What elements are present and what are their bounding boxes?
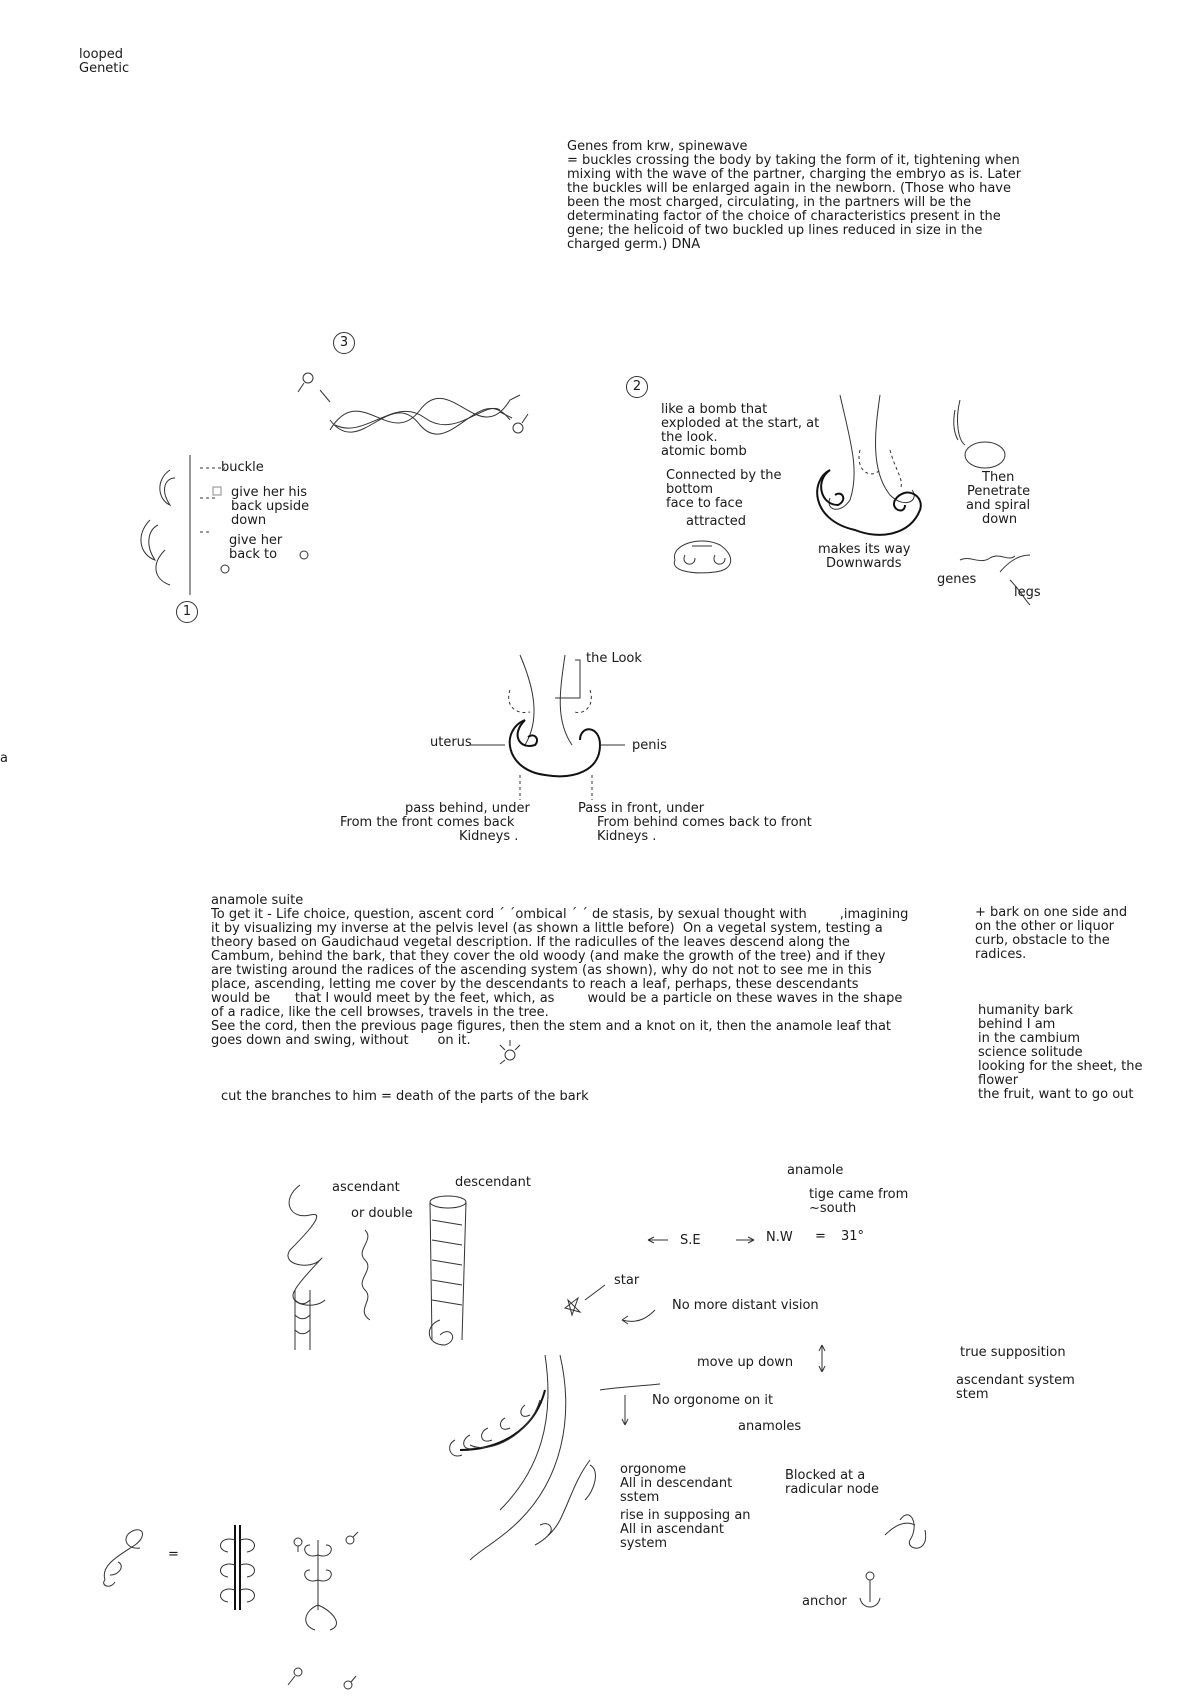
no-distant-label: No more distant vision	[672, 1298, 819, 1313]
anamole-line8: of a radice, like the cell browses, travels in the tree.	[211, 1005, 549, 1020]
deg-label: 31°	[841, 1229, 865, 1244]
blocked-1: Blocked at a	[785, 1468, 866, 1483]
eq-label: =	[815, 1229, 826, 1244]
genes-title: Genes from krw, spinewave	[567, 139, 748, 154]
then-2: Penetrate	[967, 484, 1031, 499]
header-line1: looped	[79, 47, 124, 62]
legs-label: legs	[1014, 585, 1041, 600]
hum-5: looking for the sheet, the	[978, 1059, 1143, 1074]
upside-label-1: give her his	[231, 485, 308, 500]
anamole-line7: would be that I would meet by the feet, which, as would be a particle on these waves in the shape	[211, 991, 903, 1006]
figure3-number: 3	[333, 332, 355, 354]
anamole-line5: are twisting around the radices of the ascending system (as shown), why do not not to see me in this	[211, 963, 872, 978]
right-note-2: From behind comes back to front	[597, 815, 812, 830]
bomb-3: the look.	[661, 430, 718, 445]
figure3-waves	[298, 373, 528, 434]
figure1-number: 1	[176, 601, 198, 623]
se-label: S.E	[680, 1233, 701, 1248]
back-label-2: back to	[229, 547, 278, 562]
asc-sys-1: ascendant system	[956, 1373, 1075, 1388]
bomb-4: atomic bomb	[661, 444, 747, 459]
anamole-line6: place, ascending, letting me cover by the descendants to reach a leaf, perhaps, these descendants	[211, 977, 859, 992]
connected-1: Connected by the	[666, 468, 782, 483]
hum-1: humanity bark	[978, 1003, 1073, 1018]
sun-glyph-icon	[500, 1040, 520, 1064]
upside-label-2: back upside	[231, 499, 310, 514]
left-note-2: From the front comes back	[340, 815, 515, 830]
connected-4: attracted	[686, 514, 746, 529]
bark-1: + bark on one side and	[975, 905, 1128, 920]
rise-2: All in ascendant	[620, 1522, 724, 1537]
left-note-1: pass behind, under	[405, 801, 530, 816]
then-4: down	[982, 512, 1018, 527]
figure2-number: 2	[626, 376, 648, 398]
the-look-label: the Look	[586, 651, 642, 666]
female-symbol-icon	[303, 373, 313, 383]
bomb-2: exploded at the start, at	[661, 416, 820, 431]
makes-1: makes its way	[818, 542, 911, 557]
anamole-line2: it by visualizing my inverse at the pelvis level (as shown a little before) On a vegetal system, testing a	[211, 921, 883, 936]
left-note-3: Kidneys .	[459, 829, 519, 844]
right-note-3: Kidneys .	[597, 829, 657, 844]
hum-3: in the cambium	[978, 1031, 1080, 1046]
makes-2: Downwards	[826, 556, 902, 571]
anamole-label: anamole	[787, 1163, 844, 1178]
orgo-2: All in descendant	[620, 1476, 733, 1491]
anamole-line1: To get it - Life choice, question, ascent cord ´ ´ombical ´ ´ de stasis, by sexual thought with ,imagining	[211, 907, 909, 922]
anamole-title: anamole suite	[211, 893, 304, 908]
upside-label-3: down	[231, 513, 267, 528]
descendant-label: descendant	[455, 1175, 531, 1190]
nw-label: N.W	[766, 1230, 793, 1245]
orgo-3: sstem	[620, 1490, 660, 1505]
rise-3: system	[620, 1536, 667, 1551]
anamole-line4: Cambum, behind the bark, that they cover the old woody (and make the growth of the tree) and if they	[211, 949, 886, 964]
connected-3: face to face	[666, 496, 743, 511]
orgo-1: orgonome	[620, 1462, 687, 1477]
anamoles-label: anamoles	[738, 1419, 802, 1434]
figure1-buckles	[141, 455, 308, 595]
blocked-node-figure	[885, 1515, 926, 1549]
then-1: Then	[982, 470, 1015, 485]
anchor-label: anchor	[802, 1594, 847, 1609]
bark-4: radices.	[975, 947, 1027, 962]
genes-body: = buckles crossing the body by taking the form of it, tightening when mixing with the wave of the partner, charging the embryo as is. Later the buckles will be enlarged again in the newborn. (Those who have been the most charged, circulating, in the partners will be the determinating factor of the choice of characteristics present in the gene; the helicoid of two buckled up lines reduced in size in the charged germ.) DNA	[567, 153, 1022, 252]
updown-arrow-icon	[819, 1345, 825, 1372]
move-label: move up down	[697, 1355, 794, 1370]
hum-7: the fruit, want to go out	[978, 1087, 1134, 1102]
star-glyph-icon	[565, 1285, 655, 1324]
anchor-icon	[860, 1572, 880, 1607]
orgonome-equivalence	[104, 1525, 358, 1689]
hum-4: science solitude	[978, 1045, 1083, 1060]
anamole-line9: See the cord, then the previous page figures, then the stem and a knot on it, then the anamole leaf that	[211, 1019, 892, 1034]
center-figure-spirals	[470, 655, 625, 800]
back-label-1: give her	[229, 533, 283, 548]
or-double-label: or double	[351, 1206, 413, 1221]
star-label: star	[614, 1273, 640, 1288]
anamole-line10: goes down and swing, without on it.	[211, 1033, 471, 1048]
ascendant-label: ascendant	[332, 1180, 400, 1195]
equals-sign: =	[168, 1547, 179, 1562]
right-note-1: Pass in front, under	[578, 801, 705, 816]
header-line2: Genetic	[79, 61, 130, 76]
hum-2: behind I am	[978, 1017, 1056, 1032]
tige-2: ~south	[809, 1201, 857, 1216]
male-symbol-icon	[513, 423, 523, 433]
direction-arrows	[648, 1237, 754, 1243]
bark-2: on the other or liquor	[975, 919, 1115, 934]
bark-3: curb, obstacle to the	[975, 933, 1110, 948]
true-supposition-label: true supposition	[960, 1345, 1066, 1360]
asc-sys-2: stem	[956, 1387, 989, 1402]
cut-branches: cut the branches to him = death of the parts of the bark	[221, 1089, 589, 1104]
tige-1: tige came from	[809, 1187, 909, 1202]
bomb-1: like a bomb that	[661, 402, 768, 417]
genes-label: genes	[937, 572, 977, 587]
then-3: and spiral	[966, 498, 1031, 513]
margin-a: a	[0, 751, 8, 766]
hum-6: flower	[978, 1073, 1019, 1088]
rise-1: rise in supposing an	[620, 1508, 751, 1523]
connected-2: bottom	[666, 482, 714, 497]
anamole-line3: theory based on Gaudichaud vegetal description. If the radiculles of the leaves descend along the	[211, 935, 850, 950]
buckle-label: buckle	[221, 460, 264, 475]
no-orgonome-label: No orgonome on it	[652, 1393, 774, 1408]
blocked-2: radicular node	[785, 1482, 880, 1497]
penis-label: penis	[632, 738, 667, 753]
uterus-label: uterus	[430, 735, 472, 750]
